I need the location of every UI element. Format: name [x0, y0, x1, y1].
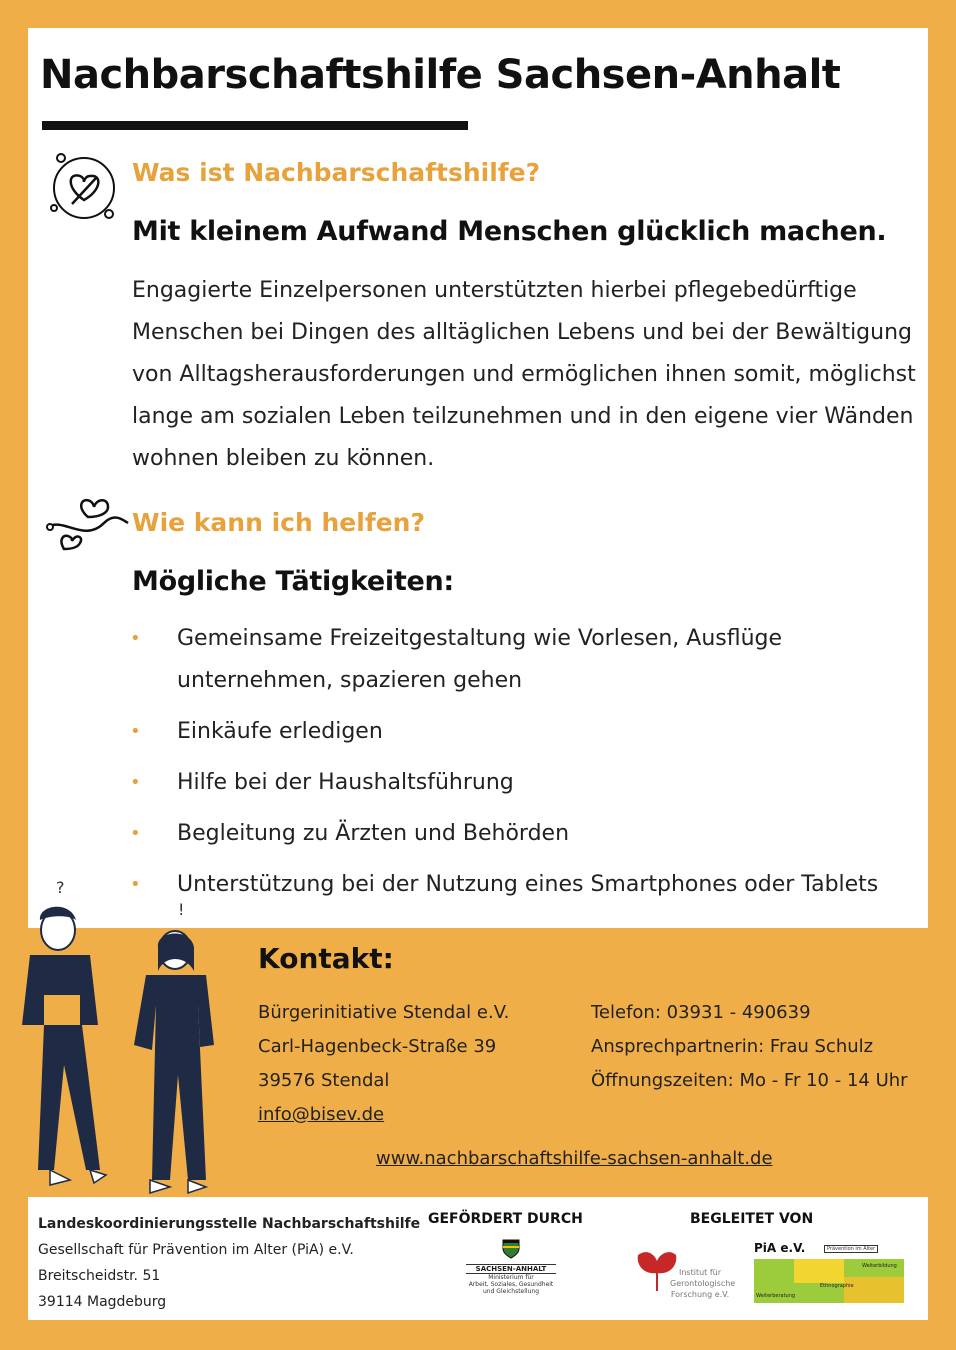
ministry-logo — [466, 1239, 556, 1295]
bullet-icon: • — [130, 874, 141, 895]
institut-line1: Institut für — [678, 1268, 722, 1277]
footer-org-city: 39114 Magdeburg — [38, 1294, 167, 1310]
footer-org-line2: Gesellschaft für Prävention im Alter (PiA) e.V. — [38, 1242, 354, 1258]
activity-text: Hilfe bei der Haushaltsführung — [177, 770, 514, 795]
bullet-icon: • — [130, 721, 141, 742]
section1-headline: Mit kleinem Aufwand Menschen glücklich machen. — [132, 216, 887, 247]
contact-city: 39576 Stendal — [258, 1070, 390, 1091]
list-item — [130, 864, 920, 906]
institut-line3: Forschung e.V. — [670, 1290, 730, 1299]
pia-tag3: Ethnographie — [820, 1283, 854, 1289]
footer — [28, 1197, 928, 1320]
contact-org: Bürgerinitiative Stendal e.V. — [258, 1002, 510, 1023]
section1-body: Engagierte Einzelpersonen unterstützten hierbei pflegebedürftige Menschen bei Dingen des alltäglichen Lebens und bei der Bewältigung von Alltagsherausforderungen und ermöglichen ihnen somit, möglichst lange am sozialen Leben teilzunehmen und in den eigene vier Wänden wohnen bleiben zu können. — [132, 278, 916, 471]
list-item — [130, 813, 920, 855]
contact-hours: Öffnungszeiten: Mo - Fr 10 - 14 Uhr — [591, 1070, 908, 1091]
list-item — [130, 711, 920, 753]
pia-label: PiA e.V. — [754, 1241, 806, 1255]
contact-phone: Telefon: 03931 - 490639 — [591, 1002, 811, 1023]
accompanied-by-heading: BEGLEITET VON — [690, 1211, 814, 1227]
contact-address — [258, 996, 509, 1132]
activity-list — [130, 618, 920, 915]
ministry-name: SACHSEN-ANHALT — [466, 1264, 556, 1274]
activity-text: Unterstützung bei der Nutzung eines Smartphones oder Tablets — [177, 872, 879, 897]
activity-text: Einkäufe erledigen — [177, 719, 383, 744]
heart-circle-icon — [46, 150, 126, 230]
pia-tag1: Prävention im Alter — [824, 1245, 878, 1253]
activity-text: Begleitung zu Ärzten und Behörden — [177, 821, 570, 846]
pia-tag2: Weiterbildung — [862, 1263, 897, 1269]
svg-text:!: ! — [178, 900, 185, 919]
section2-question: Wie kann ich helfen? — [132, 508, 425, 537]
title-underline — [42, 121, 468, 130]
website-link[interactable]: www.nachbarschaftshilfe-sachsen-anhalt.de — [376, 1148, 773, 1169]
list-item — [130, 762, 920, 804]
page-title: Nachbarschaftshilfe Sachsen-Anhalt — [40, 52, 841, 98]
hearts-icon — [44, 493, 132, 559]
bullet-icon: • — [130, 628, 141, 649]
contact-title: Kontakt: — [258, 942, 394, 975]
section2-headline: Mögliche Tätigkeiten: — [132, 566, 454, 597]
footer-org-name: Landeskoordinierungsstelle Nachbarschaftshilfe — [38, 1216, 421, 1232]
ministry-sub2: Arbeit, Soziales, Gesundheit — [468, 1281, 554, 1288]
activity-text: Gemeinsame Freizeitgestaltung wie Vorlesen, Ausflüge unternehmen, spazieren gehen — [177, 626, 783, 693]
section1-question: Was ist Nachbarschaftshilfe? — [132, 158, 541, 187]
ministry-sub3: und Gleichstellung — [482, 1288, 539, 1295]
footer-org-block — [38, 1211, 420, 1315]
svg-text:?: ? — [56, 878, 65, 897]
coat-of-arms-icon — [502, 1239, 520, 1259]
pia-logo — [754, 1241, 908, 1307]
footer-org-street: Breitscheidstr. 51 — [38, 1268, 161, 1284]
institut-logo — [634, 1245, 744, 1305]
email-link[interactable]: info@bisev.de — [258, 1104, 385, 1125]
bullet-icon: • — [130, 772, 141, 793]
list-item — [130, 618, 920, 702]
contact-street: Carl-Hagenbeck-Straße 39 — [258, 1036, 497, 1057]
institut-line2: Gerontologische — [670, 1279, 736, 1288]
contact-details — [591, 996, 908, 1098]
contact-person: Ansprechpartnerin: Frau Schulz — [591, 1036, 874, 1057]
funded-by-heading: GEFÖRDERT DURCH — [428, 1211, 583, 1227]
people-illustration — [10, 875, 240, 1205]
bullet-icon: • — [130, 823, 141, 844]
pia-tag4: Weiterberatung — [756, 1293, 796, 1299]
ministry-sub1: Ministerium für — [488, 1274, 534, 1281]
